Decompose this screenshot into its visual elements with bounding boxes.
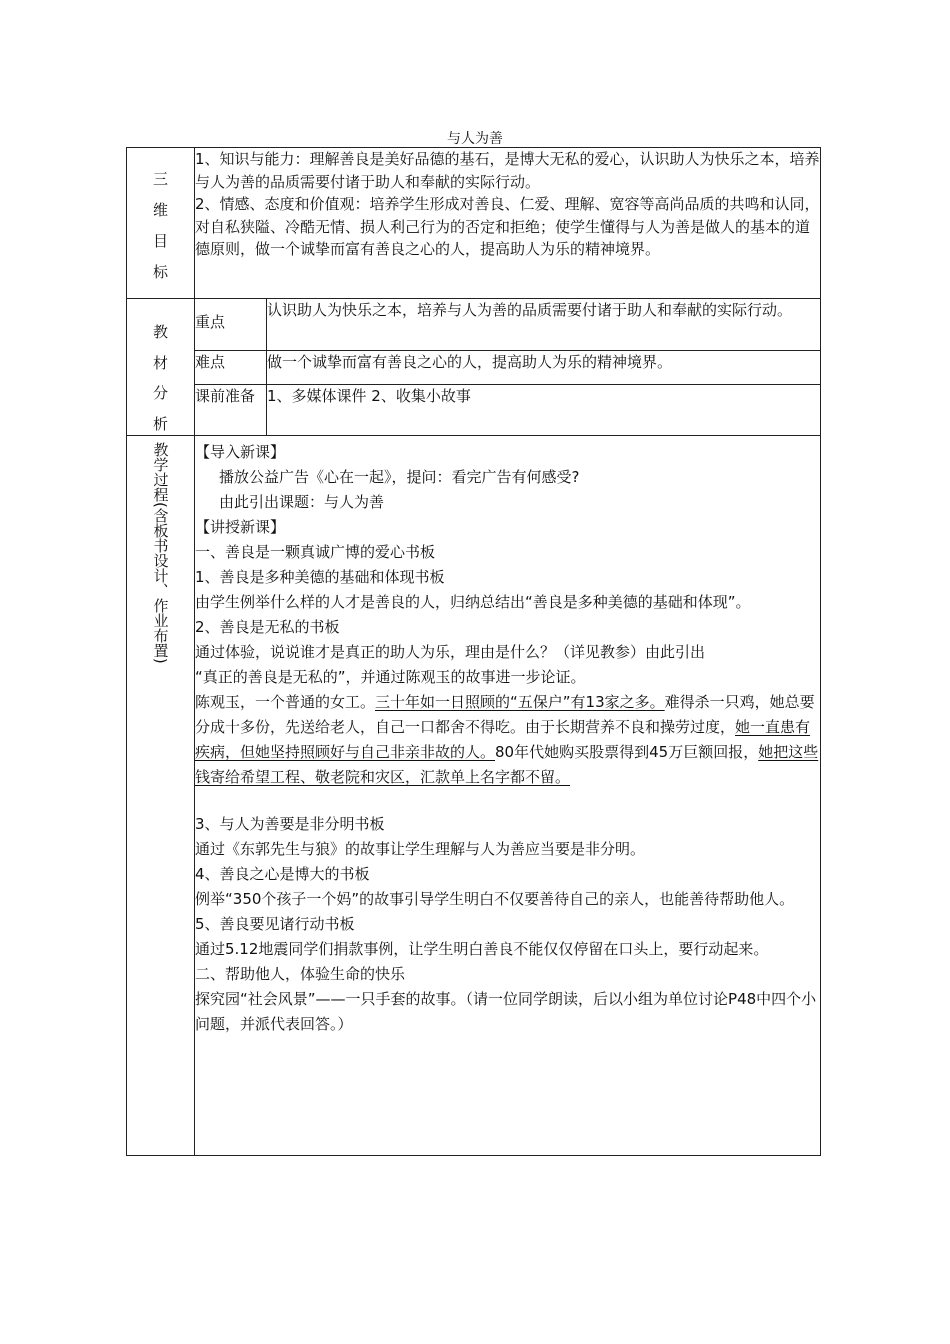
analysis-row-key (127, 299, 821, 351)
section-1-5-heading (195, 912, 820, 937)
section-1-4-heading (195, 862, 820, 887)
board-tag: 书板 (414, 568, 445, 587)
section-1-4-text: 4、善良之心是博大的 (195, 865, 340, 884)
difficulty-key: 难点 (195, 350, 267, 384)
analysis-row-difficulty (127, 350, 821, 384)
section-1-heading (195, 540, 820, 565)
goals-label-char: 三 (152, 170, 168, 188)
prep-value: 1、多媒体课件 2、收集小故事 (267, 384, 821, 436)
section-1-5-text: 5、善良要见诸行动 (195, 915, 325, 934)
section-1-2-text: 2、善良是无私的 (195, 618, 310, 637)
board-tag: 书板 (324, 915, 355, 934)
prep-key: 课前准备 (195, 384, 267, 436)
board-tag: 书板 (354, 815, 385, 834)
story-underlined: 三十年如一日照顾的“五保户”有13家之多。 (375, 693, 665, 712)
goal-attitude: 2、情感、态度和价值观：培养学生形成对善良、仁爱、理解、宽容等高尚品质的共鸣和认同，对自私狭隘、冷酷无情、损人利己行为的否定和拒绝；使学生懂得与人为善是做人的基本的道德原则，做一个诚挚而富有善良之心的人，提高助人为乐的精神境界。 (195, 195, 820, 259)
difficulty-value: 做一个诚挚而富有善良之心的人，提高助人为乐的精神境界。 (267, 350, 821, 384)
goals-label-char: 目 (152, 232, 168, 250)
goals-label-char: 维 (152, 201, 168, 219)
intro-line-2: 由此引出课题：与人为善 (219, 493, 385, 512)
section-1-text: 一、善良是一颗真诚广博的爱心 (195, 543, 406, 562)
goal-knowledge: 1、知识与能力：理解善良是美好品德的基石，是博大无私的爱心，认识助人为快乐之本，培养与人为善的品质需要付诸于助人和奉献的实际行动。 (195, 150, 820, 191)
analysis-label-char: 材 (152, 353, 168, 372)
analysis-label (127, 299, 195, 436)
process-label: 教学过程(含板书设计、作业布置) (151, 442, 170, 665)
story-underlined: 她一直患有疾病，但她坚持照顾好与自己非亲非故的人。 (195, 718, 811, 762)
intro-heading: 【导入新课】 (195, 443, 286, 462)
intro-line-1: 播放公益广告《心在一起》，提问：看完广告有何感受? (219, 468, 580, 487)
section-1-3-text: 3、与人为善要是非分明 (195, 815, 355, 834)
analysis-row-prep (127, 384, 821, 436)
story-text: 陈观玉，一个普通的女工。 (195, 693, 376, 712)
section-1-3-body: 通过《东郭先生与狼》的故事让学生理解与人为善应当要是非分明。 (195, 840, 646, 859)
blank-line (195, 790, 820, 812)
focus-value: 认识助人为快乐之本，培养与人为善的品质需要付诸于助人和奉献的实际行动。 (267, 299, 821, 351)
story-text: 难得杀一只鸡，她总要分成十多份，先送给老人，自己一口都舍不得吃。由于长期营养不良和操劳过度， (195, 693, 815, 737)
section-1-5-body: 通过5.12地震同学们捐款事例，让学生明白善良不能仅仅停留在口头上，要行动起来。 (195, 940, 769, 959)
process-label-cell (127, 436, 195, 1156)
story-underlined: 她把这些钱寄给希望工程、敬老院和灾区，汇款单上名字都不留。 (195, 743, 819, 787)
section-1-1-text: 1、善良是多种美德的基础和体现 (195, 568, 415, 587)
goals-content (195, 148, 821, 299)
section-2-body: 探究园“社会风景”——一只手套的故事。（请一位同学朗读，后以小组为单位讨论P48中四个小问题，并派代表回答。） (195, 990, 817, 1034)
analysis-label-char: 分 (152, 384, 168, 403)
lesson-plan-table (126, 147, 821, 1156)
process-row (127, 436, 821, 1156)
goals-row (127, 148, 821, 299)
section-1-4-body: 例举“350个孩子一个妈”的故事引导学生明白不仅要善待自己的亲人，也能善待帮助他人。 (195, 890, 795, 909)
goals-label-char: 标 (152, 263, 168, 281)
section-1-3-heading (195, 812, 820, 837)
section-1-2-body-a: 通过体验，说说谁才是真正的助人为乐，理由是什么？（详见教参）由此引出 (195, 643, 706, 662)
page-title: 与人为善 (447, 131, 503, 147)
teach-heading: 【讲授新课】 (195, 518, 286, 537)
board-tag: 书板 (339, 865, 370, 884)
analysis-label-char: 教 (152, 323, 168, 341)
board-tag: 书板 (309, 618, 340, 637)
process-content (195, 436, 821, 1156)
section-1-2-body-b: “真正的善良是无私的”，并通过陈观玉的故事进一步论证。 (195, 668, 586, 687)
section-1-1-body: 由学生例举什么样的人才是善良的人，归纳总结出“善良是多种美德的基础和体现”。 (195, 593, 751, 612)
story-paragraph (195, 690, 820, 790)
analysis-label-char: 析 (152, 414, 168, 433)
story-text: 80年代她购买股票得到45万巨额回报， (495, 743, 759, 762)
focus-key: 重点 (195, 299, 267, 351)
section-2-heading: 二、帮助他人，体验生命的快乐 (195, 965, 406, 984)
board-tag: 书板 (405, 543, 436, 562)
section-1-1-heading (195, 565, 820, 590)
section-1-2-heading (195, 615, 820, 640)
goals-label (127, 148, 195, 299)
